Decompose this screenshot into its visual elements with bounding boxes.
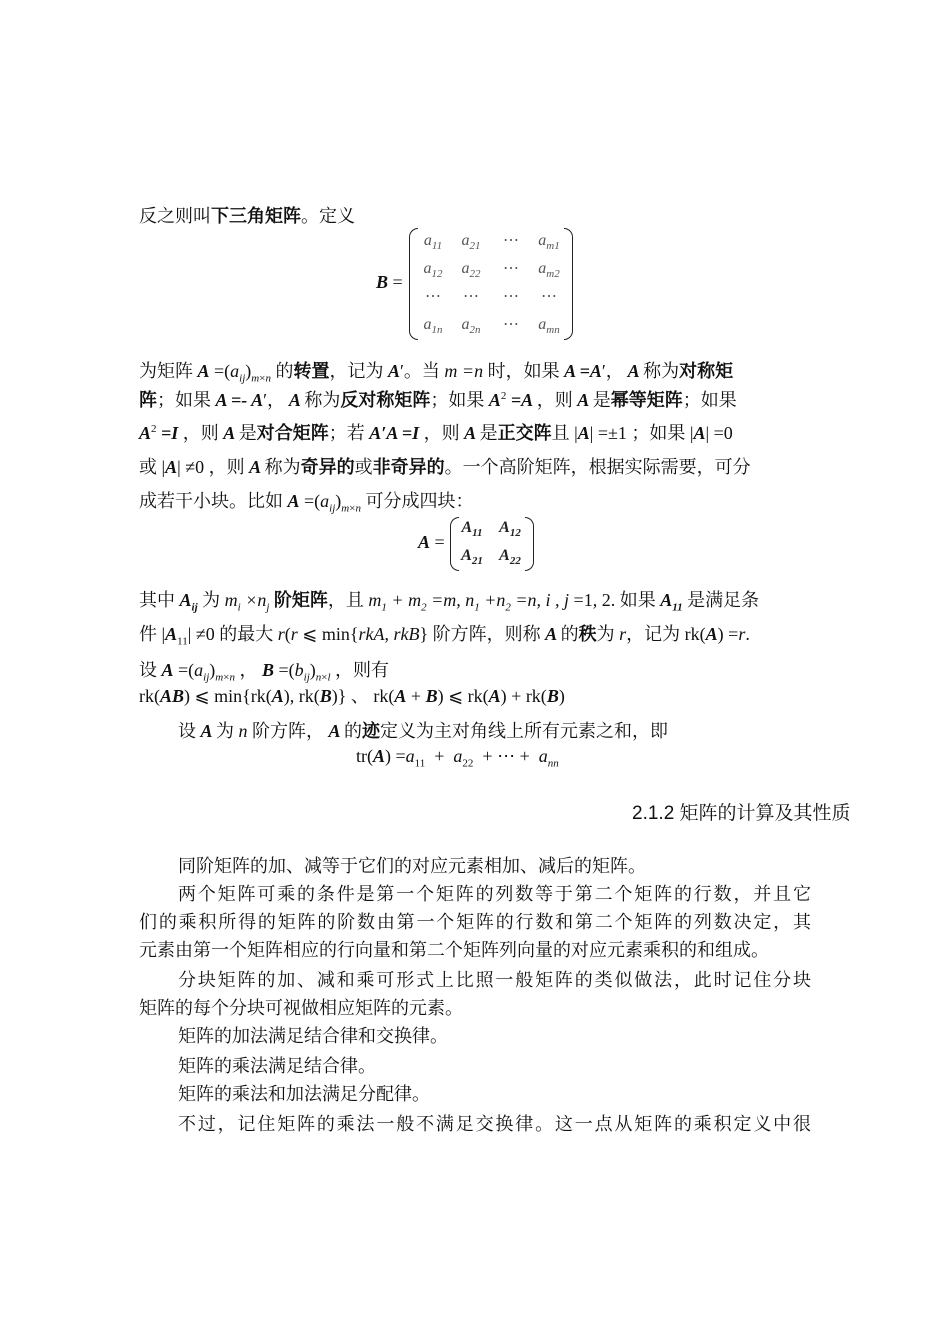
text-line: 阵；如果 A =- A′， A 称为反对称矩阵；如果 $A^2 =A$ ，则 A 是幂等矩阵；如果 — [139, 390, 737, 411]
block-matrix: $A_{11}$ $A_{12}$ $A_{21}$ $A_{22}$ — [450, 517, 534, 571]
body-line: 矩阵的每个分块可视做相应矩阵的元素。 — [139, 998, 463, 1019]
text-line: 为矩阵 $A =(a_{ij})_{m\times n}$ 的转置，记为 A′。当 m =n 时，如果 A =A′， A 称为对称矩 — [139, 361, 734, 385]
rank-inequality-line: rk(AB) ⩽ min{rk(A), rk(B)} 、 rk(A + B) ⩽ rk(A) + rk(B) — [139, 686, 565, 707]
body-line: 同阶矩阵的加、减等于它们的对应元素相加、减后的矩阵。 — [178, 856, 646, 877]
body-line: 元素由第一个矩阵相应的行向量和第二个矩阵列向量的对应元素乘积的和组成。 — [139, 940, 769, 961]
text-line: 成若干小块。比如 $A =(a_{ij})_{m\times n}$ 可分成四块： — [139, 491, 474, 515]
text-line: 设 $A =(a_{ij})_{m\times n}$ ， $B =(b_{ij})_{n\times l}$ ，则有 — [139, 660, 390, 684]
transpose-matrix: $a_{11}$ $a_{21}$ ⋯ $a_{m1}$ $a_{12}$ $a_{22}$ ⋯ $a_{m2}$ ⋯ ⋯ ⋯ ⋯ $a_{1n}$ $a_{2n}$ ⋯ $a_{mn}$ — [409, 228, 573, 340]
text-line: 其中 $A_{ij}$ 为 $m_i \times n_j$ 阶矩阵，且 $m_1 + m_2 =m$, $n_1 +n_2 =n$, i , j =1, 2. 如果 $A_{11}$ 是满足条 — [139, 590, 760, 614]
text: 反之则叫 — [139, 206, 211, 227]
text-line — [139, 205, 811, 229]
body-line: 不过，记住矩阵的乘法一般不满足交换律。这一点从矩阵的乘积定义中很 — [178, 1114, 811, 1135]
trace-formula: $tr(A) =a_{11} + a_{22}$ + ⋯ + $a_{nn}$ — [356, 746, 559, 770]
section-heading: 2.1.2 矩阵的计算及其性质 — [632, 803, 851, 824]
matrix-b-label: B = — [376, 272, 403, 292]
text: 。定义 — [301, 206, 355, 227]
body-line: 两个矩阵可乘的条件是第一个矩阵的列数等于第二个矩阵的行数，并且它 — [178, 884, 811, 905]
text-line: $A^2 =I$ ，则 A 是对合矩阵；若 A′A =I ，则 A 是正交阵且 |A| =±1 ；如果 |A| =0 — [139, 423, 733, 444]
body-line: 们的乘积所得的矩阵的阶数由第一个矩阵的行数和第二个矩阵的列数决定，其 — [139, 912, 811, 933]
body-line: 分块矩阵的加、减和乘可形式上比照一般矩阵的类似做法，此时记住分块 — [178, 970, 811, 991]
body-line: 矩阵的乘法和加法满足分配律。 — [178, 1084, 430, 1105]
body-line: 矩阵的加法满足结合律和交换律。 — [178, 1026, 448, 1047]
block-matrix-label: A = — [418, 532, 445, 552]
text-line: 件 $|A_{11}| \ne 0$ 的最大 r(r ⩽ min{rkA, rkB} 阶方阵，则称 A 的秩为 r，记为 rk(A) =r. — [139, 624, 750, 648]
body-line: 矩阵的乘法满足结合律。 — [178, 1056, 376, 1077]
keyword-lower-triangular: 下三角矩阵 — [211, 206, 301, 227]
text-line: 或 |A| ≠0 ，则 A 称为奇异的或非奇异的。一个高阶矩阵，根据实际需要，可分 — [139, 457, 751, 478]
text-line: 设 A 为 n 阶方阵， A 的迹定义为主对角线上所有元素之和，即 — [178, 721, 669, 742]
